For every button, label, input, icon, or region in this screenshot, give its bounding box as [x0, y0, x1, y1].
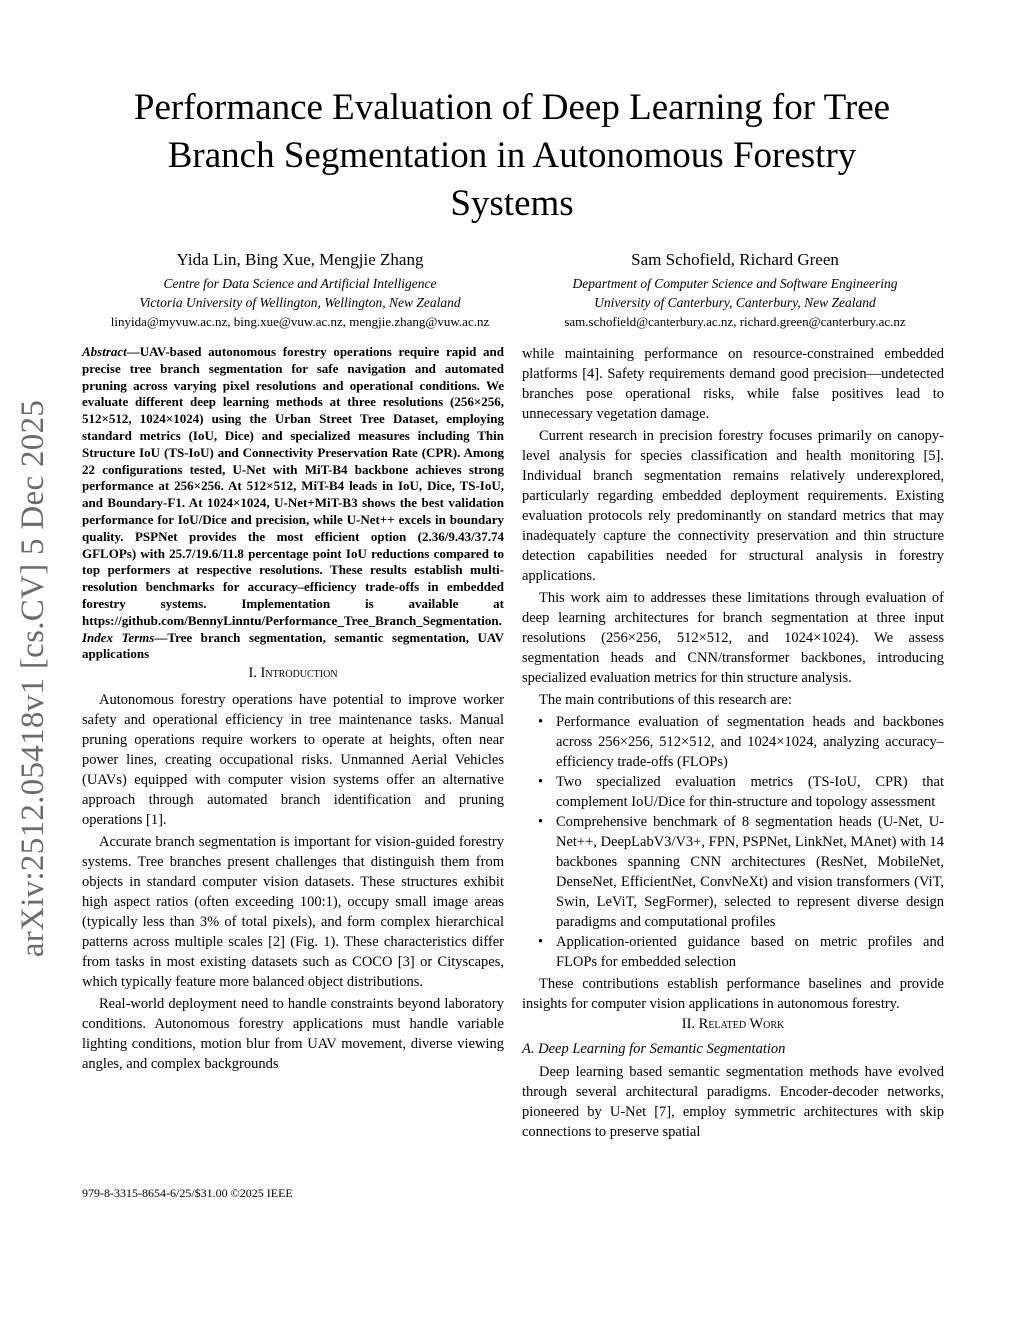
author-emails: linyida@myvuw.ac.nz, bing.xue@vuw.ac.nz, mengjie.zhang@vuw.ac.nz	[110, 314, 490, 329]
list-item-text: Performance evaluation of segmentation heads and backbones across 256×256, 512×512, and 1024×1024, analyzing accuracy–efficiency trade-offs (FLOPs)	[556, 714, 944, 770]
abstract	[82, 344, 504, 630]
title-line: Performance Evaluation of Deep Learning for Tree	[133, 87, 891, 128]
index-terms-lead: Index Terms	[82, 629, 155, 645]
list-item	[522, 772, 944, 812]
subsection-heading: A. Deep Learning for Semantic Segmentation	[522, 1041, 786, 1057]
bullet-icon: •	[538, 934, 544, 950]
paper-title	[70, 84, 954, 228]
affiliation: Department of Computer Science and Software Engineering	[572, 276, 898, 291]
list-item-text: Application-oriented guidance based on metric profiles and FLOPs for embedded selection	[556, 934, 944, 970]
arxiv-identifier	[14, 378, 54, 978]
affiliation: University of Canterbury, Canterbury, New Zealand	[594, 295, 876, 310]
copyright-notice: 979-8-3315-8654-6/25/$31.00 ©2025 IEEE	[82, 1186, 293, 1200]
bullet-icon: •	[538, 814, 544, 830]
body-paragraph: Autonomous forestry operations have potential to improve worker safety and operational efficiency in tree maintenance tasks. Manual pruning operations require workers to operate at heights, often near power lines, creating occupational risks. Unmanned Aerial Vehicles (UAVs) equipped with computer vision systems offer an alternative approach through automated branch identification and pruning operations [1].	[82, 692, 504, 829]
body-paragraph: while maintaining performance on resource-constrained embedded platforms [4]. Safety requirements demand good precision—undetected branches pose operational risks, while false positives lead to unnecessary vegetation damage.	[522, 346, 944, 422]
abstract-lead: Abstract	[82, 344, 127, 359]
body-paragraph: Current research in precision forestry focuses primarily on canopy-level analysis for species classification and health monitoring [5]. Individual branch segmentation remains relatively underexplored, particularly regarding embedded deployment requirements. Existing evaluation protocols rely predominantly on standard metrics that may inadequately capture the connectivity preservation and thin structure detection capabilities needed for structural analysis in forestry applications.	[522, 428, 944, 584]
author-block-right	[530, 248, 940, 331]
body-paragraph: These contributions establish performance baselines and provide insights for computer vision applications in autonomous forestry.	[522, 976, 944, 1012]
body-paragraph: This work aim to addresses these limitations through evaluation of deep learning architectures for branch segmentation at three input resolutions (256×256, 512×512, and 1024×1024). We assess segmentation heads and CNN/transformer backbones, introducing specialized evaluation metrics for thin structure analysis.	[522, 590, 944, 686]
list-item	[522, 712, 944, 772]
body-paragraph: Deep learning based semantic segmentation methods have evolved through several architectural paradigms. Encoder-decoder networks, pioneered by U-Net [7], employ symmetric architectures with skip connections to preserve spatial	[522, 1064, 944, 1140]
title-line: Branch Segmentation in Autonomous Forestry	[167, 135, 857, 176]
right-column	[522, 344, 944, 1144]
body-paragraph: Accurate branch segmentation is important for vision-guided forestry systems. Tree branches present challenges that distinguish them from objects in standard computer vision datasets. These structures exhibit high aspect ratios (often exceeding 100:1), occupy small image areas (typically less than 3% of total pixels), and form complex hierarchical patterns across multiple scales [2] (Fig. 1). These characteristics differ from tasks in most existing datasets such as COCO [3] or Cityscapes, which typically feature more balanced object distributions.	[82, 834, 504, 991]
abstract-text: —UAV-based autonomous forestry operations require rapid and precise tree branch segmentation for safe navigation and automated pruning across varying pixel resolutions and operational conditions. We evaluate different deep learning methods at three resolutions (256×256, 512×512, 1024×1024) using the Urban Street Tree Dataset, employing standard metrics (IoU, Dice) and specialized measures including Thin Structure IoU (TS-IoU) and Connectivity Preservation Rate (CPR). Among 22 configurations tested, U-Net with MiT-B4 backbone achieves strong performance at 256×256. At 512×512, MiT-B4 leads in IoU, Dice, TS-IoU, and Boundary-F1. At 1024×1024, U-Net+MiT-B3 shows the best validation performance for IoU/Dice and precision, while U-Net++ excels in boundary quality. PSPNet provides the most efficient option (2.36/9.43/37.74 GFLOPs) with 25.7/19.6/11.8 percentage point IoU reductions compared to top performers at respective resolutions. These results establish multi-resolution benchmarks for accuracy–efficiency trade-offs in embedded forestry systems. Implementation is available at https://github.com/BennyLinntu/Performance_Tree_Branch_Segmentation.	[82, 344, 504, 628]
list-item	[522, 812, 944, 932]
arxiv-identifier-text: arXiv:2512.05418v1 [cs.CV] 5 Dec 2025	[15, 399, 52, 957]
list-item-text: Two specialized evaluation metrics (TS-IoU, CPR) that complement IoU/Dice for thin-structure and topology assessment	[556, 774, 944, 810]
author-names: Sam Schofield, Richard Green	[631, 250, 839, 269]
section-heading-related-work: II. Related Work	[681, 1016, 785, 1032]
author-emails: sam.schofield@canterbury.ac.nz, richard.green@canterbury.ac.nz	[564, 314, 906, 329]
index-terms-text: —Tree branch segmentation, semantic segmentation, UAV applications	[82, 629, 504, 662]
author-block-left	[70, 248, 530, 331]
list-item-text: Comprehensive benchmark of 8 segmentation heads (U-Net, U-Net++, DeepLabV3/V3+, FPN, PSPNet, LinkNet, MAnet) with 14 backbones spanning CNN architectures (ResNet, MobileNet, DenseNet, EfficientNet, ConvNeXt) and vision transformers (ViT, Swin, LeViT, SegFormer), selected to represent diverse design paradigms and computational profiles	[556, 814, 944, 930]
bullet-icon: •	[538, 714, 544, 730]
affiliation: Centre for Data Science and Artificial Intelligence	[163, 276, 437, 291]
bullet-icon: •	[538, 774, 544, 790]
contributions-list	[522, 712, 944, 972]
list-item	[522, 932, 944, 972]
body-paragraph: Real-world deployment need to handle constraints beyond laboratory conditions. Autonomous forestry applications must handle variable lighting conditions, motion blur from UAV movement, diverse viewing angles, and complex backgrounds	[82, 996, 504, 1073]
author-names: Yida Lin, Bing Xue, Mengjie Zhang	[176, 250, 424, 269]
section-heading-introduction: I. Introduction	[248, 665, 338, 682]
body-paragraph: The main contributions of this research are:	[539, 692, 792, 708]
affiliation: Victoria University of Wellington, Wellington, New Zealand	[139, 295, 461, 310]
index-terms	[82, 630, 504, 664]
title-line: Systems	[450, 183, 574, 224]
left-column	[82, 344, 504, 1076]
